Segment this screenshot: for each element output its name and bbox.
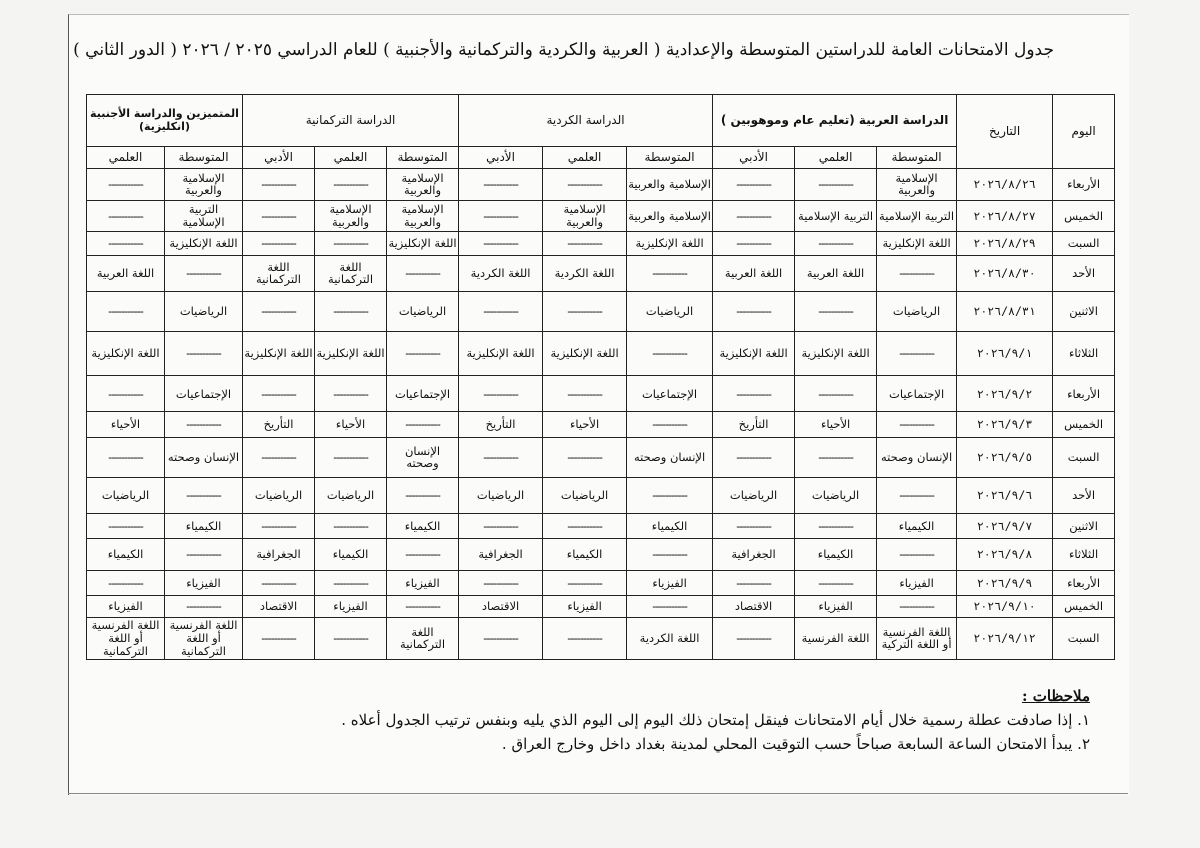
subject-cell: الرياضيات	[877, 291, 957, 331]
subject-cell: الكيمياء	[387, 513, 459, 538]
subject-cell: اللغة الإنكليزية	[459, 331, 543, 375]
header-turkmen-study: الدراسة التركمانية	[243, 95, 459, 147]
subject-cell: -----------	[87, 437, 165, 477]
subject-cell: الفيزياء	[387, 571, 459, 596]
subject-cell: الإجتماعيات	[387, 376, 459, 412]
subject-cell: اللغة الفرنسية أو اللغة التركية	[877, 617, 957, 659]
subject-cell: -----------	[387, 596, 459, 617]
table-row	[87, 255, 1115, 291]
subject-cell: الإسلامية والعربية	[387, 169, 459, 201]
subject-cell: الجغرافية	[459, 539, 543, 571]
table-row	[87, 513, 1115, 538]
subheader-intermediate: المتوسطة	[387, 147, 459, 169]
subject-cell: -----------	[165, 331, 243, 375]
subject-cell: -----------	[543, 513, 627, 538]
table-row	[87, 596, 1115, 617]
subject-cell: اللغة التركمانية	[315, 255, 387, 291]
subject-cell: الفيزياء	[315, 596, 387, 617]
subject-cell: -----------	[387, 477, 459, 513]
subject-cell: الفيزياء	[165, 571, 243, 596]
subject-cell: -----------	[713, 169, 795, 201]
subject-cell: -----------	[315, 291, 387, 331]
subject-cell: الفيزياء	[795, 596, 877, 617]
subject-cell: -----------	[315, 571, 387, 596]
date-cell: ٢٠٢٦/٩/١٢	[957, 617, 1053, 659]
subject-cell: -----------	[713, 437, 795, 477]
subject-cell: اللغة الإنكليزية	[543, 331, 627, 375]
subject-cell: اللغة الإنكليزية	[387, 232, 459, 255]
subject-cell: اللغة الإنكليزية	[87, 331, 165, 375]
subject-cell: -----------	[87, 232, 165, 255]
subject-cell: -----------	[165, 412, 243, 437]
table-row	[87, 412, 1115, 437]
subject-cell: -----------	[795, 513, 877, 538]
subject-cell: -----------	[459, 291, 543, 331]
subject-cell: الرياضيات	[315, 477, 387, 513]
subject-cell: -----------	[877, 596, 957, 617]
subject-cell: الإسلامية والعربية	[877, 169, 957, 201]
subject-cell: اللغة التركمانية	[387, 617, 459, 659]
subject-cell: -----------	[627, 255, 713, 291]
subject-cell: -----------	[543, 571, 627, 596]
subject-cell: -----------	[543, 291, 627, 331]
subject-cell: -----------	[87, 169, 165, 201]
subject-cell: اللغة الكردية	[543, 255, 627, 291]
subject-cell: -----------	[165, 596, 243, 617]
subheader-literary: الأدبي	[243, 147, 315, 169]
subject-cell: -----------	[387, 331, 459, 375]
subject-cell: -----------	[243, 200, 315, 232]
day-cell: الأحد	[1053, 477, 1115, 513]
subheader-intermediate: المتوسطة	[877, 147, 957, 169]
subject-cell: -----------	[165, 477, 243, 513]
date-cell: ٢٠٢٦/٩/١	[957, 331, 1053, 375]
subject-cell: -----------	[243, 376, 315, 412]
exam-schedule-table	[86, 94, 1115, 660]
subject-cell: -----------	[243, 169, 315, 201]
subheader-scientific: العلمي	[543, 147, 627, 169]
subject-cell: الرياضيات	[459, 477, 543, 513]
header-day: اليوم	[1053, 95, 1115, 169]
subject-cell: -----------	[877, 331, 957, 375]
subheader-scientific: العلمي	[795, 147, 877, 169]
subject-cell: -----------	[87, 513, 165, 538]
subject-cell: -----------	[387, 412, 459, 437]
subject-cell: الإجتماعيات	[877, 376, 957, 412]
date-cell: ٢٠٢٦/٩/٢	[957, 376, 1053, 412]
subject-cell: الأحياء	[543, 412, 627, 437]
date-cell: ٢٠٢٦/٩/٩	[957, 571, 1053, 596]
table-row	[87, 539, 1115, 571]
subject-cell: الفيزياء	[627, 571, 713, 596]
subject-cell: -----------	[165, 255, 243, 291]
subject-cell: الكيمياء	[315, 539, 387, 571]
subject-cell: الإجتماعيات	[165, 376, 243, 412]
subject-cell: التربية الإسلامية	[877, 200, 957, 232]
subject-cell: -----------	[713, 513, 795, 538]
subject-cell: اللغة العربية	[795, 255, 877, 291]
day-cell: الأربعاء	[1053, 571, 1115, 596]
table-row	[87, 331, 1115, 375]
subheader-literary: الأدبي	[713, 147, 795, 169]
subject-cell: الرياضيات	[387, 291, 459, 331]
subject-cell: -----------	[627, 331, 713, 375]
subject-cell: الإسلامية والعربية	[387, 200, 459, 232]
subject-cell: -----------	[795, 571, 877, 596]
note-item: ١. إذا صادفت عطلة رسمية خلال أيام الامتحانات فينقل إمتحان ذلك اليوم إلى اليوم الذي يليه وبنفس ترتيب الجدول أعلاه .	[341, 711, 1090, 729]
subject-cell: اللغة الإنكليزية	[877, 232, 957, 255]
subject-cell: -----------	[627, 596, 713, 617]
subject-cell: الكيمياء	[877, 513, 957, 538]
subject-cell: اللغة الإنكليزية	[713, 331, 795, 375]
subject-cell: اللغة الفرنسية أو اللغة التركمانية	[165, 617, 243, 659]
day-cell: الاثنين	[1053, 513, 1115, 538]
subject-cell: الرياضيات	[243, 477, 315, 513]
table-row	[87, 617, 1115, 659]
day-cell: الأربعاء	[1053, 169, 1115, 201]
subheader-scientific: العلمي	[87, 147, 165, 169]
subject-cell: الأحياء	[315, 412, 387, 437]
day-cell: الاثنين	[1053, 291, 1115, 331]
subject-cell: الإنسان وصحته	[627, 437, 713, 477]
subject-cell: اللغة الفرنسية	[795, 617, 877, 659]
subject-cell: -----------	[243, 617, 315, 659]
subject-cell: -----------	[87, 376, 165, 412]
subject-cell: اللغة الإنكليزية	[627, 232, 713, 255]
subject-cell: -----------	[87, 291, 165, 331]
subject-cell: -----------	[795, 376, 877, 412]
subject-cell: اللغة الكردية	[459, 255, 543, 291]
table-row	[87, 376, 1115, 412]
page-title: جدول الامتحانات العامة للدراستين المتوسطة والإعدادية ( العربية والكردية والتركمانية والأجنبية ) للعام الدراسي ٢٠٢٥ / ٢٠٢٦ ( الدور الثاني )	[73, 40, 1054, 60]
subject-cell: الفيزياء	[543, 596, 627, 617]
subject-cell: الإسلامية والعربية	[315, 200, 387, 232]
day-cell: الخميس	[1053, 412, 1115, 437]
subject-cell: الإنسان وصحته	[165, 437, 243, 477]
subject-cell: الإسلامية والعربية	[543, 200, 627, 232]
subject-cell: اللغة التركمانية	[243, 255, 315, 291]
subject-cell: الإجتماعيات	[627, 376, 713, 412]
subject-cell: -----------	[543, 437, 627, 477]
subject-cell: -----------	[459, 571, 543, 596]
subject-cell: الاقتصاد	[713, 596, 795, 617]
day-cell: الأربعاء	[1053, 376, 1115, 412]
subject-cell: -----------	[627, 477, 713, 513]
subject-cell: الكيمياء	[627, 513, 713, 538]
table-row	[87, 437, 1115, 477]
subject-cell: -----------	[243, 437, 315, 477]
subject-cell: -----------	[877, 477, 957, 513]
date-cell: ٢٠٢٦/٨/٢٧	[957, 200, 1053, 232]
subject-cell: -----------	[713, 200, 795, 232]
subject-cell: -----------	[627, 539, 713, 571]
subject-cell: التأريخ	[713, 412, 795, 437]
subject-cell: الأحياء	[87, 412, 165, 437]
date-cell: ٢٠٢٦/٨/٣٠	[957, 255, 1053, 291]
subject-cell: -----------	[459, 232, 543, 255]
subject-cell: الرياضيات	[795, 477, 877, 513]
subject-cell: -----------	[459, 200, 543, 232]
table-row	[87, 571, 1115, 596]
subject-cell: -----------	[713, 232, 795, 255]
day-cell: الخميس	[1053, 596, 1115, 617]
table-row	[87, 232, 1115, 255]
subheader-literary: الأدبي	[459, 147, 543, 169]
day-cell: الأحد	[1053, 255, 1115, 291]
subject-cell: -----------	[795, 437, 877, 477]
subject-cell: اللغة الفرنسية أو اللغة التركمانية	[87, 617, 165, 659]
subject-cell: اللغة العربية	[713, 255, 795, 291]
day-cell: السبت	[1053, 437, 1115, 477]
subject-cell: -----------	[243, 232, 315, 255]
subject-cell: -----------	[713, 571, 795, 596]
notes-heading: ملاحظات :	[1021, 687, 1090, 705]
date-cell: ٢٠٢٦/٩/٣	[957, 412, 1053, 437]
subject-cell: الرياضيات	[165, 291, 243, 331]
bottom-rule	[68, 793, 1128, 794]
subject-cell: -----------	[315, 513, 387, 538]
subject-cell: الإنسان وصحته	[877, 437, 957, 477]
subject-cell: -----------	[315, 376, 387, 412]
day-cell: الثلاثاء	[1053, 331, 1115, 375]
subject-cell: -----------	[459, 376, 543, 412]
date-cell: ٢٠٢٦/٩/١٠	[957, 596, 1053, 617]
subject-cell: الاقتصاد	[243, 596, 315, 617]
subject-cell: -----------	[543, 232, 627, 255]
subject-cell: -----------	[243, 571, 315, 596]
subject-cell: اللغة الإنكليزية	[243, 331, 315, 375]
subject-cell: -----------	[877, 412, 957, 437]
subject-cell: -----------	[543, 376, 627, 412]
subject-cell: -----------	[877, 539, 957, 571]
subject-cell: اللغة الكردية	[627, 617, 713, 659]
subject-cell: الرياضيات	[713, 477, 795, 513]
day-cell: السبت	[1053, 617, 1115, 659]
subject-cell: الإسلامية والعربية	[627, 200, 713, 232]
subject-cell: -----------	[543, 617, 627, 659]
subject-cell: -----------	[243, 513, 315, 538]
day-cell: الثلاثاء	[1053, 539, 1115, 571]
table-row	[87, 169, 1115, 201]
date-cell: ٢٠٢٦/٨/٢٩	[957, 232, 1053, 255]
subject-cell: الكيمياء	[543, 539, 627, 571]
subject-cell: الكيمياء	[165, 513, 243, 538]
subject-cell: الفيزياء	[877, 571, 957, 596]
subject-cell: التربية الإسلامية	[165, 200, 243, 232]
table-row	[87, 200, 1115, 232]
subject-cell: الجغرافية	[713, 539, 795, 571]
date-cell: ٢٠٢٦/٩/٧	[957, 513, 1053, 538]
subheader-scientific: العلمي	[315, 147, 387, 169]
subheader-intermediate: المتوسطة	[165, 147, 243, 169]
subject-cell: اللغة الإنكليزية	[795, 331, 877, 375]
subject-cell: -----------	[713, 376, 795, 412]
subject-cell: التأريخ	[459, 412, 543, 437]
subject-cell: الاقتصاد	[459, 596, 543, 617]
header-arabic-study: الدراسة العربية (تعليم عام وموهوبين )	[713, 95, 957, 147]
table-row	[87, 477, 1115, 513]
subject-cell: -----------	[795, 169, 877, 201]
subject-cell: -----------	[459, 437, 543, 477]
date-cell: ٢٠٢٦/٨/٢٦	[957, 169, 1053, 201]
subject-cell: -----------	[315, 169, 387, 201]
subject-cell: -----------	[459, 513, 543, 538]
subject-cell: الجغرافية	[243, 539, 315, 571]
subject-cell: الرياضيات	[543, 477, 627, 513]
subject-cell: اللغة الإنكليزية	[315, 331, 387, 375]
subject-cell: الرياضيات	[87, 477, 165, 513]
day-cell: الخميس	[1053, 200, 1115, 232]
subject-cell: الكيمياء	[87, 539, 165, 571]
date-cell: ٢٠٢٦/٨/٣١	[957, 291, 1053, 331]
subject-cell: اللغة الإنكليزية	[165, 232, 243, 255]
subject-cell: -----------	[795, 291, 877, 331]
header-kurdish-study: الدراسة الكردية	[459, 95, 713, 147]
subject-cell: -----------	[315, 617, 387, 659]
subject-cell: التربية الإسلامية	[795, 200, 877, 232]
subject-cell: الإسلامية والعربية	[627, 169, 713, 201]
subject-cell: التأريخ	[243, 412, 315, 437]
date-cell: ٢٠٢٦/٩/٥	[957, 437, 1053, 477]
header-foreign-study: المتميزين والدراسة الأجنبية (انكليزية)	[87, 95, 243, 147]
subject-cell: -----------	[387, 539, 459, 571]
day-cell: السبت	[1053, 232, 1115, 255]
subheader-intermediate: المتوسطة	[627, 147, 713, 169]
subject-cell: اللغة العربية	[87, 255, 165, 291]
notes-section	[300, 684, 1090, 756]
date-cell: ٢٠٢٦/٩/٨	[957, 539, 1053, 571]
subject-cell: -----------	[713, 291, 795, 331]
subject-cell: الإنسان وصحته	[387, 437, 459, 477]
subject-cell: -----------	[795, 232, 877, 255]
subject-cell: -----------	[165, 539, 243, 571]
subject-cell: -----------	[87, 200, 165, 232]
subject-cell: -----------	[713, 617, 795, 659]
subject-cell: -----------	[459, 617, 543, 659]
subject-cell: -----------	[627, 412, 713, 437]
subject-cell: -----------	[877, 255, 957, 291]
subject-cell: الرياضيات	[627, 291, 713, 331]
note-item: ٢. يبدأ الامتحان الساعة السابعة صباحاً حسب التوقيت المحلي لمدينة بغداد داخل وخارج العراق .	[501, 735, 1090, 753]
subject-cell: -----------	[315, 232, 387, 255]
subject-cell: الأحياء	[795, 412, 877, 437]
subject-cell: -----------	[387, 255, 459, 291]
subject-cell: الفيزياء	[87, 596, 165, 617]
subject-cell: الكيمياء	[795, 539, 877, 571]
subject-cell: الإسلامية والعربية	[165, 169, 243, 201]
table-row	[87, 291, 1115, 331]
subject-cell: -----------	[87, 571, 165, 596]
subject-cell: -----------	[543, 169, 627, 201]
date-cell: ٢٠٢٦/٩/٦	[957, 477, 1053, 513]
subject-cell: -----------	[459, 169, 543, 201]
header-date: التاريخ	[957, 95, 1053, 169]
subject-cell: -----------	[243, 291, 315, 331]
subject-cell: -----------	[315, 437, 387, 477]
